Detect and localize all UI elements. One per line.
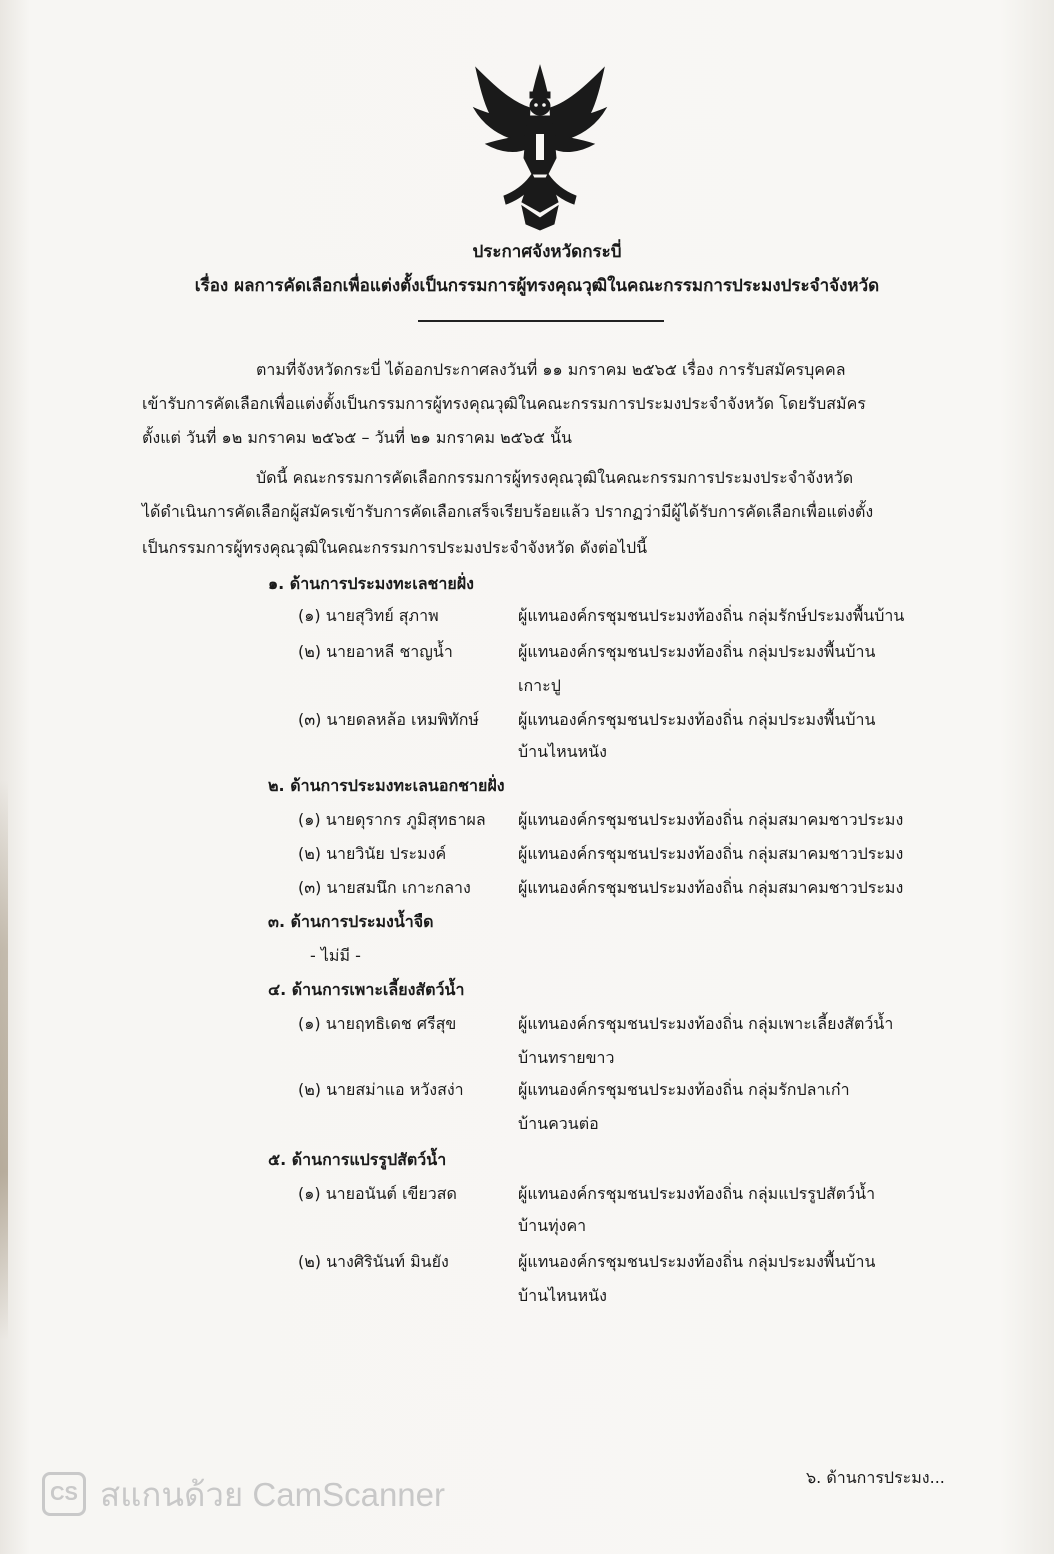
member-name: (๑) นายอนันต์ เขียวสด <box>298 1184 457 1203</box>
member-name: (๑) นายสุวิทย์ สุภาพ <box>298 606 439 625</box>
member-name: (๓) นายดลหล้อ เหมพิทักษ์ <box>298 710 479 729</box>
member-representation: ผู้แทนองค์กรชุมชนประมงท้องถิ่น กลุ่มสมาคมชาวประมง <box>518 844 904 863</box>
member-representation-cont: เกาะปู <box>518 676 561 695</box>
watermark-text: สแกนด้วย CamScanner <box>100 1475 446 1513</box>
member-representation-cont: บ้านทุ่งคา <box>518 1216 587 1235</box>
para2-line3: เป็นกรรมการผู้ทรงคุณวุฒิในคณะกรรมการประมงประจำจังหวัด ดังต่อไปนี้ <box>142 538 648 557</box>
para1-line1: ตามที่จังหวัดกระบี่ ได้ออกประกาศลงวันที่ ๑๑ มกราคม ๒๕๖๕ เรื่อง การรับสมัครบุคคล <box>256 360 846 379</box>
member-name: (๑) นายดุรากร ภูมิสุทธาผล <box>298 810 486 829</box>
member-representation: ผู้แทนองค์กรชุมชนประมงท้องถิ่น กลุ่มประมงพื้นบ้าน <box>518 642 876 661</box>
section-heading: ๔. ด้านการเพาะเลี้ยงสัตว์น้ำ <box>268 980 465 999</box>
member-name: (๓) นายสมนึก เกาะกลาง <box>298 878 471 897</box>
garuda-emblem-icon <box>470 62 610 232</box>
member-name: (๒) นางศิรินันท์ มินยัง <box>298 1252 449 1271</box>
document-title: ประกาศจังหวัดกระบี่ <box>472 242 622 262</box>
member-representation: ผู้แทนองค์กรชุมชนประมงท้องถิ่น กลุ่มประมงพื้นบ้าน <box>518 710 876 729</box>
member-representation: ผู้แทนองค์กรชุมชนประมงท้องถิ่น กลุ่มรักษ์ประมงพื้นบ้าน <box>518 606 905 625</box>
member-representation: ผู้แทนองค์กรชุมชนประมงท้องถิ่น กลุ่มรักปลาเก๋า <box>518 1080 850 1099</box>
para2-line1: บัดนี้ คณะกรรมการคัดเลือกกรรมการผู้ทรงคุณวุฒิในคณะกรรมการประมงประจำจังหวัด <box>256 468 854 487</box>
title-divider <box>418 320 664 322</box>
member-representation: ผู้แทนองค์กรชุมชนประมงท้องถิ่น กลุ่มสมาคมชาวประมง <box>518 878 904 897</box>
section-heading: ๑. ด้านการประมงทะเลชายฝั่ง <box>268 574 474 593</box>
page-edge-shadow <box>0 780 8 1340</box>
document-subject: เรื่อง ผลการคัดเลือกเพื่อแต่งตั้งเป็นกรรมการผู้ทรงคุณวุฒิในคณะกรรมการประมงประจำจังหวัด <box>194 276 880 296</box>
para2-line2: ได้ดำเนินการคัดเลือกผู้สมัครเข้ารับการคัดเลือกเสร็จเรียบร้อยแล้ว ปรากฏว่ามีผู้ได้รับการคัดเลือกเพื่อแต่งตั้ง <box>142 502 874 521</box>
section-heading: ๕. ด้านการแปรรูปสัตว์น้ำ <box>268 1150 447 1169</box>
no-member-note: - ไม่มี - <box>310 946 361 965</box>
member-representation: ผู้แทนองค์กรชุมชนประมงท้องถิ่น กลุ่มแปรรูปสัตว์น้ำ <box>518 1184 876 1203</box>
member-name: (๒) นายวินัย ประมงค์ <box>298 844 447 863</box>
member-name: (๒) นายอาหลี ชาญน้ำ <box>298 642 453 661</box>
para1-line3: ตั้งแต่ วันที่ ๑๒ มกราคม ๒๕๖๕ – วันที่ ๒๑ มกราคม ๒๕๖๕ นั้น <box>142 428 572 447</box>
member-representation-cont: บ้านควนต่อ <box>518 1114 599 1133</box>
member-name: (๒) นายสม่าแอ หวังสง่า <box>298 1080 464 1099</box>
member-representation: ผู้แทนองค์กรชุมชนประมงท้องถิ่น กลุ่มเพาะเลี้ยงสัตว์น้ำ <box>518 1014 894 1033</box>
section-heading: ๒. ด้านการประมงทะเลนอกชายฝั่ง <box>268 776 505 795</box>
para1-line2: เข้ารับการคัดเลือกเพื่อแต่งตั้งเป็นกรรมการผู้ทรงคุณวุฒิในคณะกรรมการประมงประจำจังหวัด โดยรับสมัคร <box>142 394 866 413</box>
continued-next-page: ๖. ด้านการประมง... <box>806 1468 945 1487</box>
camscanner-watermark <box>42 1472 445 1516</box>
member-name: (๑) นายฤทธิเดช ศรีสุข <box>298 1014 457 1033</box>
member-representation-cont: บ้านไหนหนัง <box>518 1286 607 1305</box>
member-representation: ผู้แทนองค์กรชุมชนประมงท้องถิ่น กลุ่มประมงพื้นบ้าน <box>518 1252 876 1271</box>
member-representation: ผู้แทนองค์กรชุมชนประมงท้องถิ่น กลุ่มสมาคมชาวประมง <box>518 810 904 829</box>
member-representation-cont: บ้านไหนหนัง <box>518 742 607 761</box>
member-representation-cont: บ้านทรายขาว <box>518 1048 615 1067</box>
camscanner-logo-icon: CS <box>42 1472 86 1516</box>
section-heading: ๓. ด้านการประมงน้ำจืด <box>268 912 434 931</box>
